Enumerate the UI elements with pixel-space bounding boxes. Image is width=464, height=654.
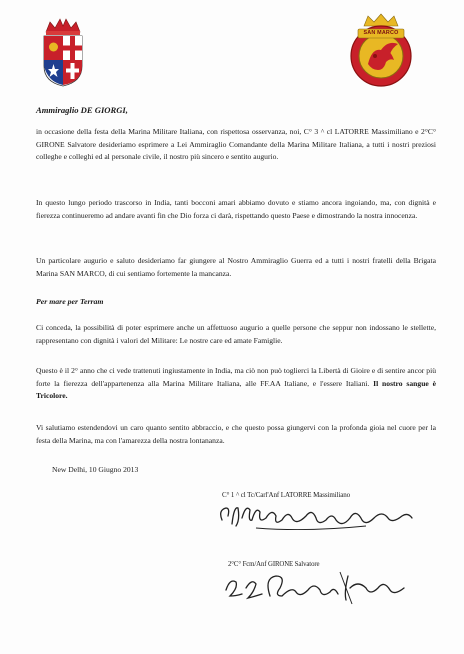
- motto: Per mare per Terram: [36, 297, 104, 306]
- signature-name-latorre: C° 1 ^ cl Tc/Carl'Anf LATORRE Massimiliano: [222, 491, 351, 499]
- signature-name-girone: 2°C° Fcm/Anf GIRONE Salvatore: [228, 561, 320, 568]
- paragraph-families: Ci conceda, la possibilità di poter esprimere anche un affettuoso augurio a quelle persone che seppur non indossano le stellette, rappresentano con dignità i valori del Militare: Le nostre care ed amate Famiglie.: [36, 323, 436, 345]
- paragraph-closing: Vi salutiamo estendendovi un caro quanto sentito abbraccio, e che questo possa giungervi con la profonda gioia nel cuore per la festa della Marina, ma con l'amarezza della nostra lontananza.: [36, 423, 436, 445]
- paragraph-greeting: in occasione della festa della Marina Militare Italiana, con rispettosa osservanza, noi, C° 3 ^ cl LATORRE Massimiliano e 2°C° GIRONE Salvatore desideriamo esprimere a Lei Ammiraglio Comandante della Marina Militare Italiana, a tutti i nostri preziosi colleghe e colleghi ed al personale civile, il nostro più sincero e sentito augurio.: [36, 127, 436, 162]
- salutation: Ammiraglio DE GIORGI,: [36, 105, 128, 115]
- tricolore-statement: Il nostro sangue è Tricolore.: [36, 378, 436, 401]
- paragraph-san-marco: Un particolare augurio e saluto desideriamo far giungere al Nostro Ammiraglio Guerra ed a tutti i nostri fratelli della Brigata Marina SAN MARCO, di cui sentiamo fortemente la mancanza.: [36, 256, 436, 278]
- san-marco-lion-badge-icon: [346, 12, 416, 88]
- place-and-date: New Delhi, 10 Giugno 2013: [52, 465, 139, 474]
- badge-text: SAN MARCO: [363, 30, 399, 36]
- paragraph-second-year-text: Questo è il 2° anno che ci vede trattenuti ingiustamente in India, ma ciò non può toglierci la Libertà di Gioire e di sentire ancor più forte la fierezza dell'appartenenza alla Marina Militare Italiana, alle FF.AA Italiane, e l'essere Italiani.: [36, 366, 436, 388]
- paragraph-india-period: In questo lungo periodo trascorso in India, tanti bocconi amari abbiamo dovuto e stiamo ancora ingoiando, ma, con dignità e fierezza continueremo ad andare avanti fin che Dio forza ci darà, rispettando questo Paese e dimostrando la nostra innocenza.: [36, 198, 436, 220]
- handwritten-signature-latorre: [216, 498, 416, 534]
- paragraph-second-year: [36, 365, 436, 403]
- navy-coat-of-arms-icon: [40, 16, 86, 88]
- handwritten-signature-girone: [222, 566, 412, 608]
